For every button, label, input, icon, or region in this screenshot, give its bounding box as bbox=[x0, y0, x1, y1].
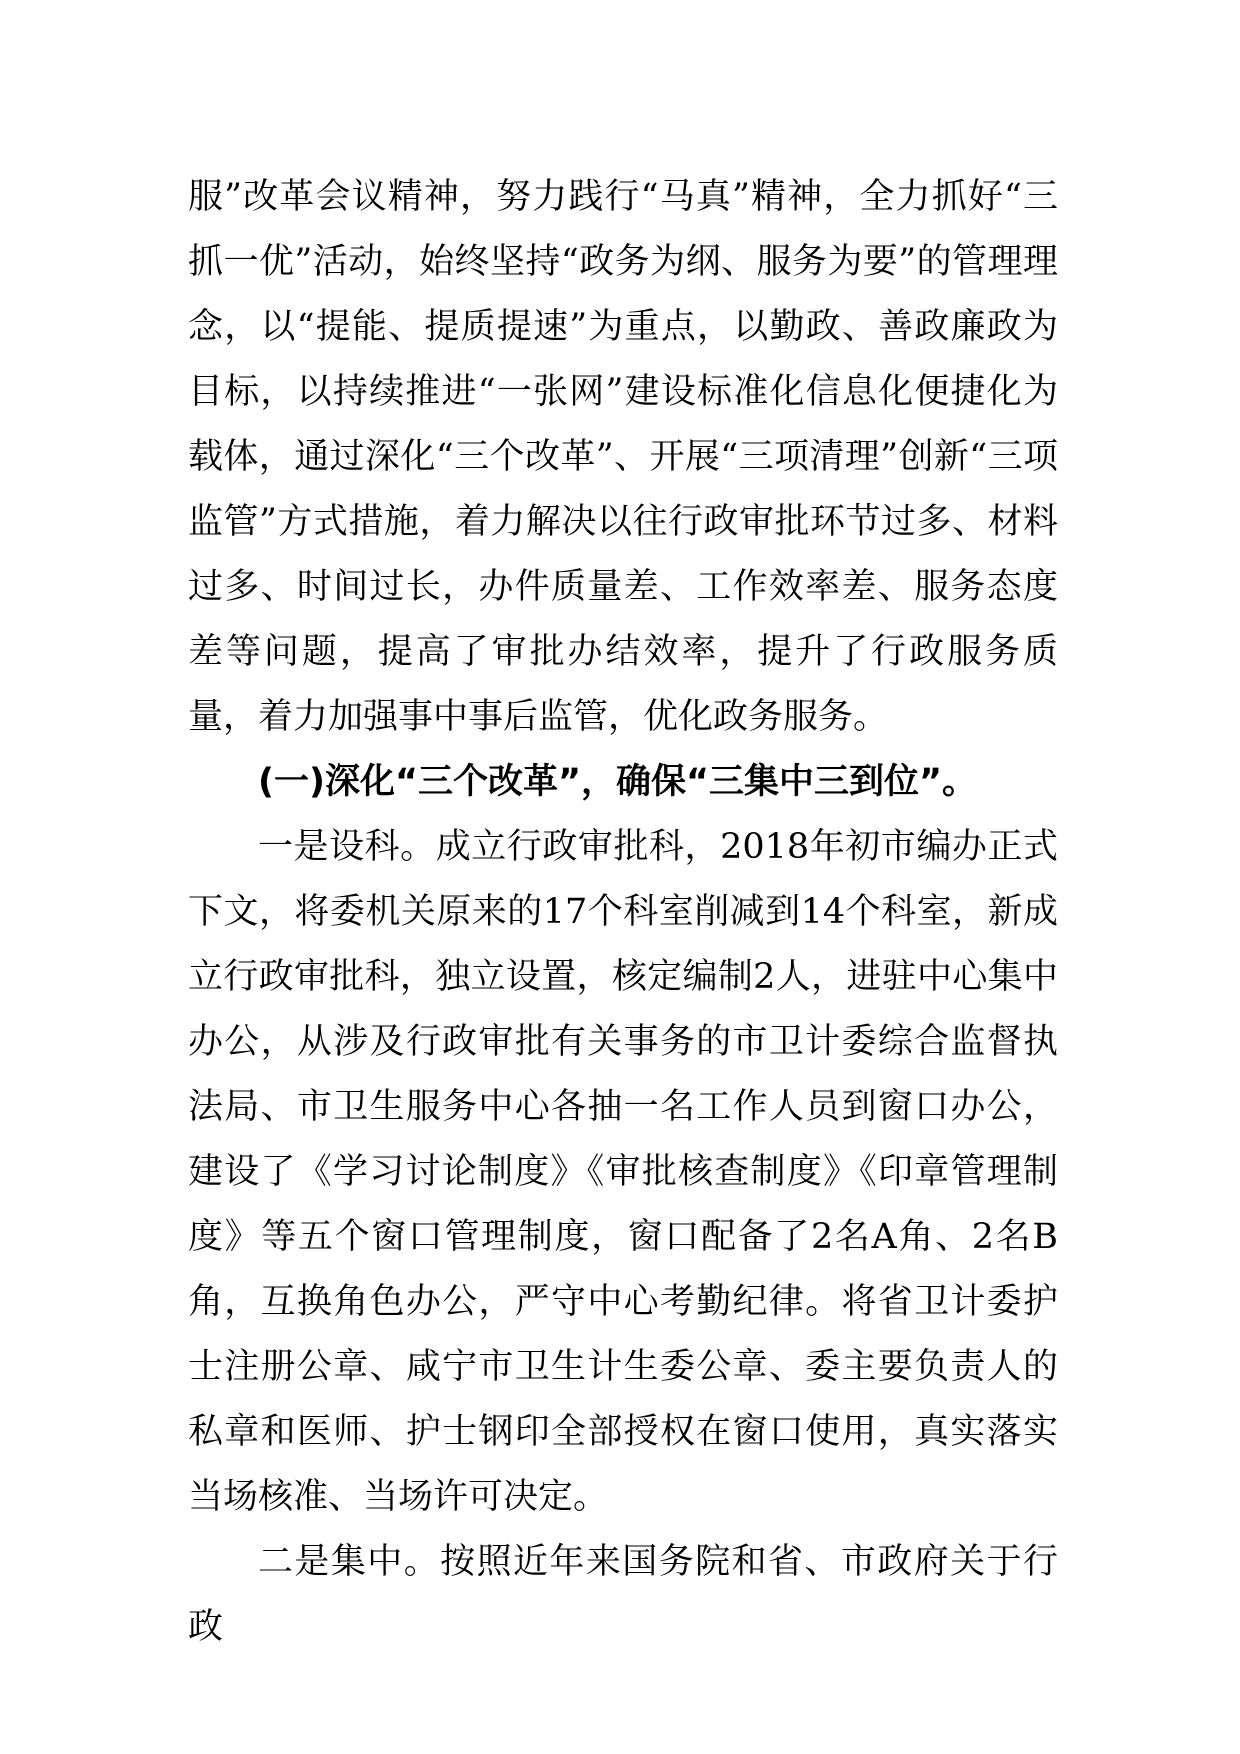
document-body bbox=[188, 165, 1058, 1660]
paragraph-establish-section: 一是设科。成立行政审批科，2018年初市编办正式下文，将委机关原来的17个科室削减到14个科室，新成立行政审批科，独立设置，核定编制2人，进驻中心集中办公，从涉及行政审批有关事务的市卫计委综合监督执法局、市卫生服务中心各抽一名工作人员到窗口办公，建设了《学习讨论制度》《审批核查制度》《印章管理制度》等五个窗口管理制度，窗口配备了2名A角、2名B角，互换角色办公，严守中心考勤纪律。将省卫计委护士注册公章、咸宁市卫生计生委公章、委主要负责人的私章和医师、护士钢印全部授权在窗口使用，真实落实当场核准、当场许可决定。 bbox=[188, 827, 1058, 1517]
paragraph-continuation: 服”改革会议精神，努力践行“马真”精神，全力抓好“三抓一优”活动，始终坚持“政务为纲、服务为要”的管理理念，以“提能、提质提速”为重点，以勤政、善政廉政为目标，以持续推进“一张网”建设标准化信息化便捷化为载体，通过深化“三个改革”、开展“三项清理”创新“三项监管”方式措施，着力解决以往行政审批环节过多、材料过多、时间过长，办件质量差、工作效率差、服务态度差等问题，提高了审批办结效率，提升了行政服务质量，着力加强事中事后监管，优化政务服务。 bbox=[188, 177, 1058, 737]
section-heading: (一)深化“三个改革”，确保“三集中三到位”。 bbox=[258, 762, 978, 802]
paragraph-centralize: 二是集中。按照近年来国务院和省、市政府关于行政 bbox=[188, 1542, 1058, 1647]
